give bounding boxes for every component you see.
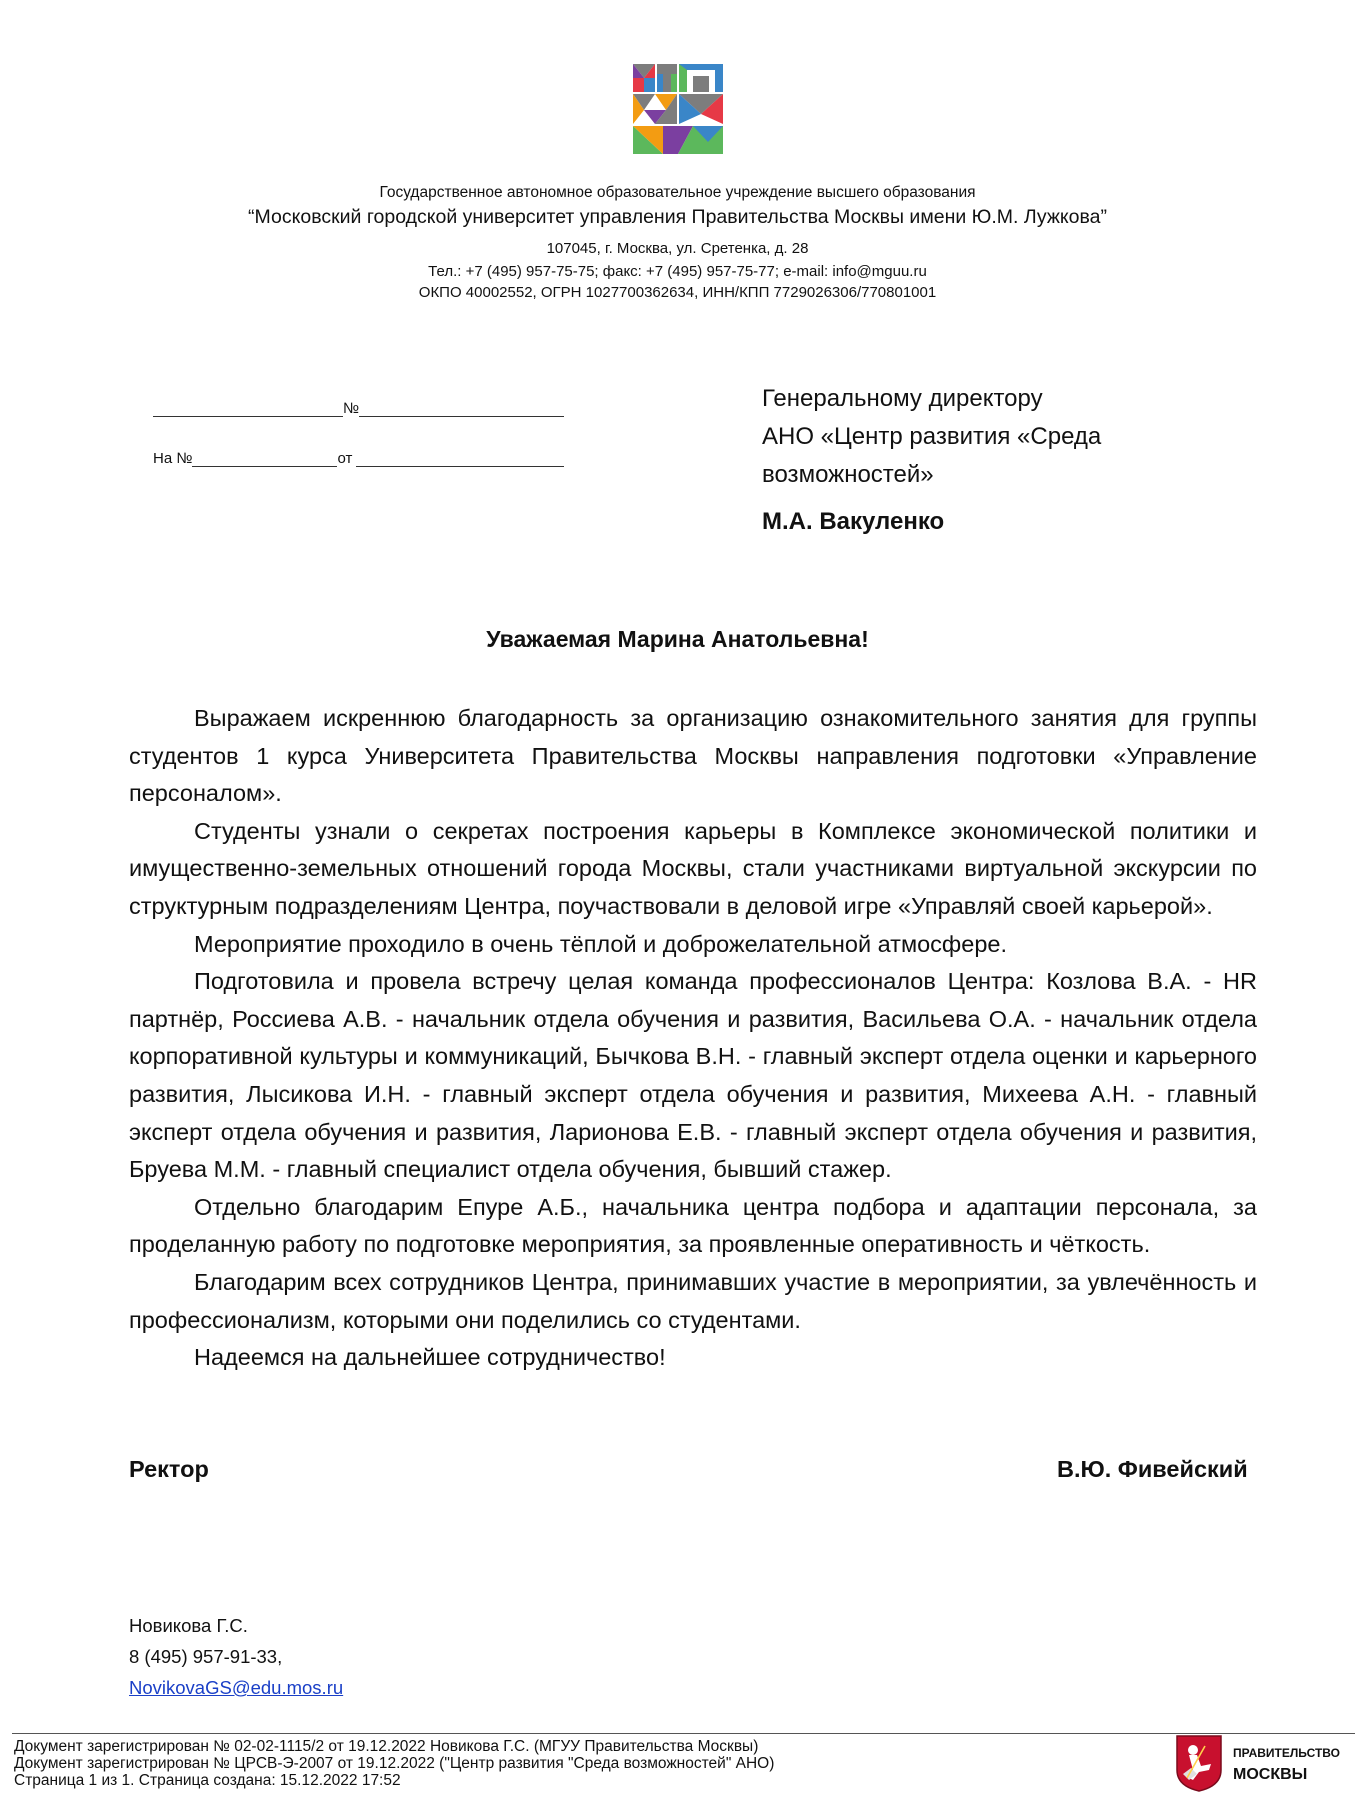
reply-to-row <box>153 450 573 467</box>
institution-address: 107045, г. Москва, ул. Сретенка, д. 28 <box>546 240 809 257</box>
body-paragraph: Отдельно благодарим Епуре А.Б., начальника центра подбора и адаптации персонала, за проделанную работу по подготовке мероприятия, за проявленные оперативность и чёткость. <box>129 1193 1257 1258</box>
institution-requisites: ОКПО 40002552, ОГРН 1027700362634, ИНН/КПП 7729026306/770801001 <box>418 284 937 301</box>
addressee-line: Генеральному директору <box>762 385 1043 412</box>
body-paragraph: Благодарим всех сотрудников Центра, принимавших участие в мероприятии, за увлечённость и профессионализм, которыми они поделились со студентами. <box>129 1268 1257 1333</box>
addressee-name: М.А. Вакуленко <box>762 508 945 535</box>
from-label: от <box>337 450 353 467</box>
institution-name: “Московский городской университет управления Правительства Москвы имени Ю.М. Лужкова” <box>248 206 1107 228</box>
reply-to-label: На № <box>153 450 193 467</box>
executor-name: Новикова Г.С. <box>129 1615 248 1636</box>
outgoing-number-row <box>153 400 573 417</box>
signer-name: В.Ю. Фивейский <box>1057 1456 1248 1482</box>
footer-line: Документ зарегистрирован № 02-02-1115/2 от 19.12.2022 Новикова Г.С. (МГУУ Правительства Москвы) <box>14 1738 759 1755</box>
footer-line: Документ зарегистрирован № ЦРСВ-Э-2007 от 19.12.2022 ("Центр развития "Среда возможностей" АНО) <box>14 1755 775 1772</box>
institution-type: Государственное автономное образовательное учреждение высшего образования <box>379 184 976 201</box>
outgoing-number-blank <box>359 400 564 417</box>
institution-contacts: Тел.: +7 (495) 957-75-75; факс: +7 (495) 957-75-77; e-mail: info@mguu.ru <box>428 263 927 280</box>
body-paragraph: Мероприятие проходило в очень тёплой и доброжелательной атмосфере. <box>194 930 1007 957</box>
outgoing-date-blank <box>153 400 343 417</box>
addressee-line: возможностей» <box>762 461 934 488</box>
body-paragraph: Надеемся на дальнейшее сотрудничество! <box>194 1344 666 1371</box>
body-paragraph: Студенты узнали о секретах построения карьеры в Комплексе экономической политики и имущественно-земельных отношений города Москвы, стали участниками виртуальной экскурсии по структурным подразделениям Центра, поучаствовали в деловой игре «Управляй своей карьерой». <box>129 817 1257 919</box>
footer-divider <box>12 1733 1355 1734</box>
body-paragraph: Подготовила и провела встречу целая команда профессионалов Центра: Козлова В.А. - HR партнёр, Россиева А.В. - начальник отдела обучения и развития, Васильева О.А. - начальник отдела корпоративной культуры и коммуникаций, Бычкова В.Н. - главный эксперт отдела оценки и карьерного развития, Лысикова И.Н. - главный эксперт отдела обучения и развития, Михеева А.Н. - главный эксперт отдела обучения и развития, Ларионова Е.В. - главный эксперт отдела обучения и развития, Бруева М.М. - главный специалист отдела обучения, бывший стажер. <box>129 968 1257 1183</box>
addressee-line: АНО «Центр развития «Среда <box>762 423 1102 450</box>
gov-label-bottom: МОСКВЫ <box>1233 1766 1308 1783</box>
gov-label-top: ПРАВИТЕЛЬСТВО <box>1233 1746 1341 1760</box>
executor-block <box>129 1610 343 1703</box>
moscow-coat-of-arms-icon <box>1175 1734 1223 1792</box>
salutation: Уважаемая Марина Анатольевна! <box>486 626 869 652</box>
reply-to-date-blank <box>356 450 564 467</box>
executor-email-link[interactable]: NovikovaGS@edu.mos.ru <box>129 1677 344 1698</box>
footer-line: Страница 1 из 1. Страница создана: 15.12.2022 17:52 <box>14 1772 401 1789</box>
registration-stamp <box>14 1738 774 1789</box>
letter-body <box>129 700 1257 1377</box>
gov-label <box>1233 1742 1340 1786</box>
signer-title: Ректор <box>129 1456 209 1482</box>
reply-to-number-blank <box>192 450 337 467</box>
university-logo <box>633 64 723 154</box>
number-sign: № <box>343 400 360 417</box>
addressee-block <box>762 380 1182 494</box>
body-paragraph: Выражаем искреннюю благодарность за организацию ознакомительного занятия для группы студентов 1 курса Университета Правительства Москвы направления подготовки «Управление персоналом». <box>129 705 1257 807</box>
executor-phone: 8 (495) 957-91-33, <box>129 1646 283 1667</box>
